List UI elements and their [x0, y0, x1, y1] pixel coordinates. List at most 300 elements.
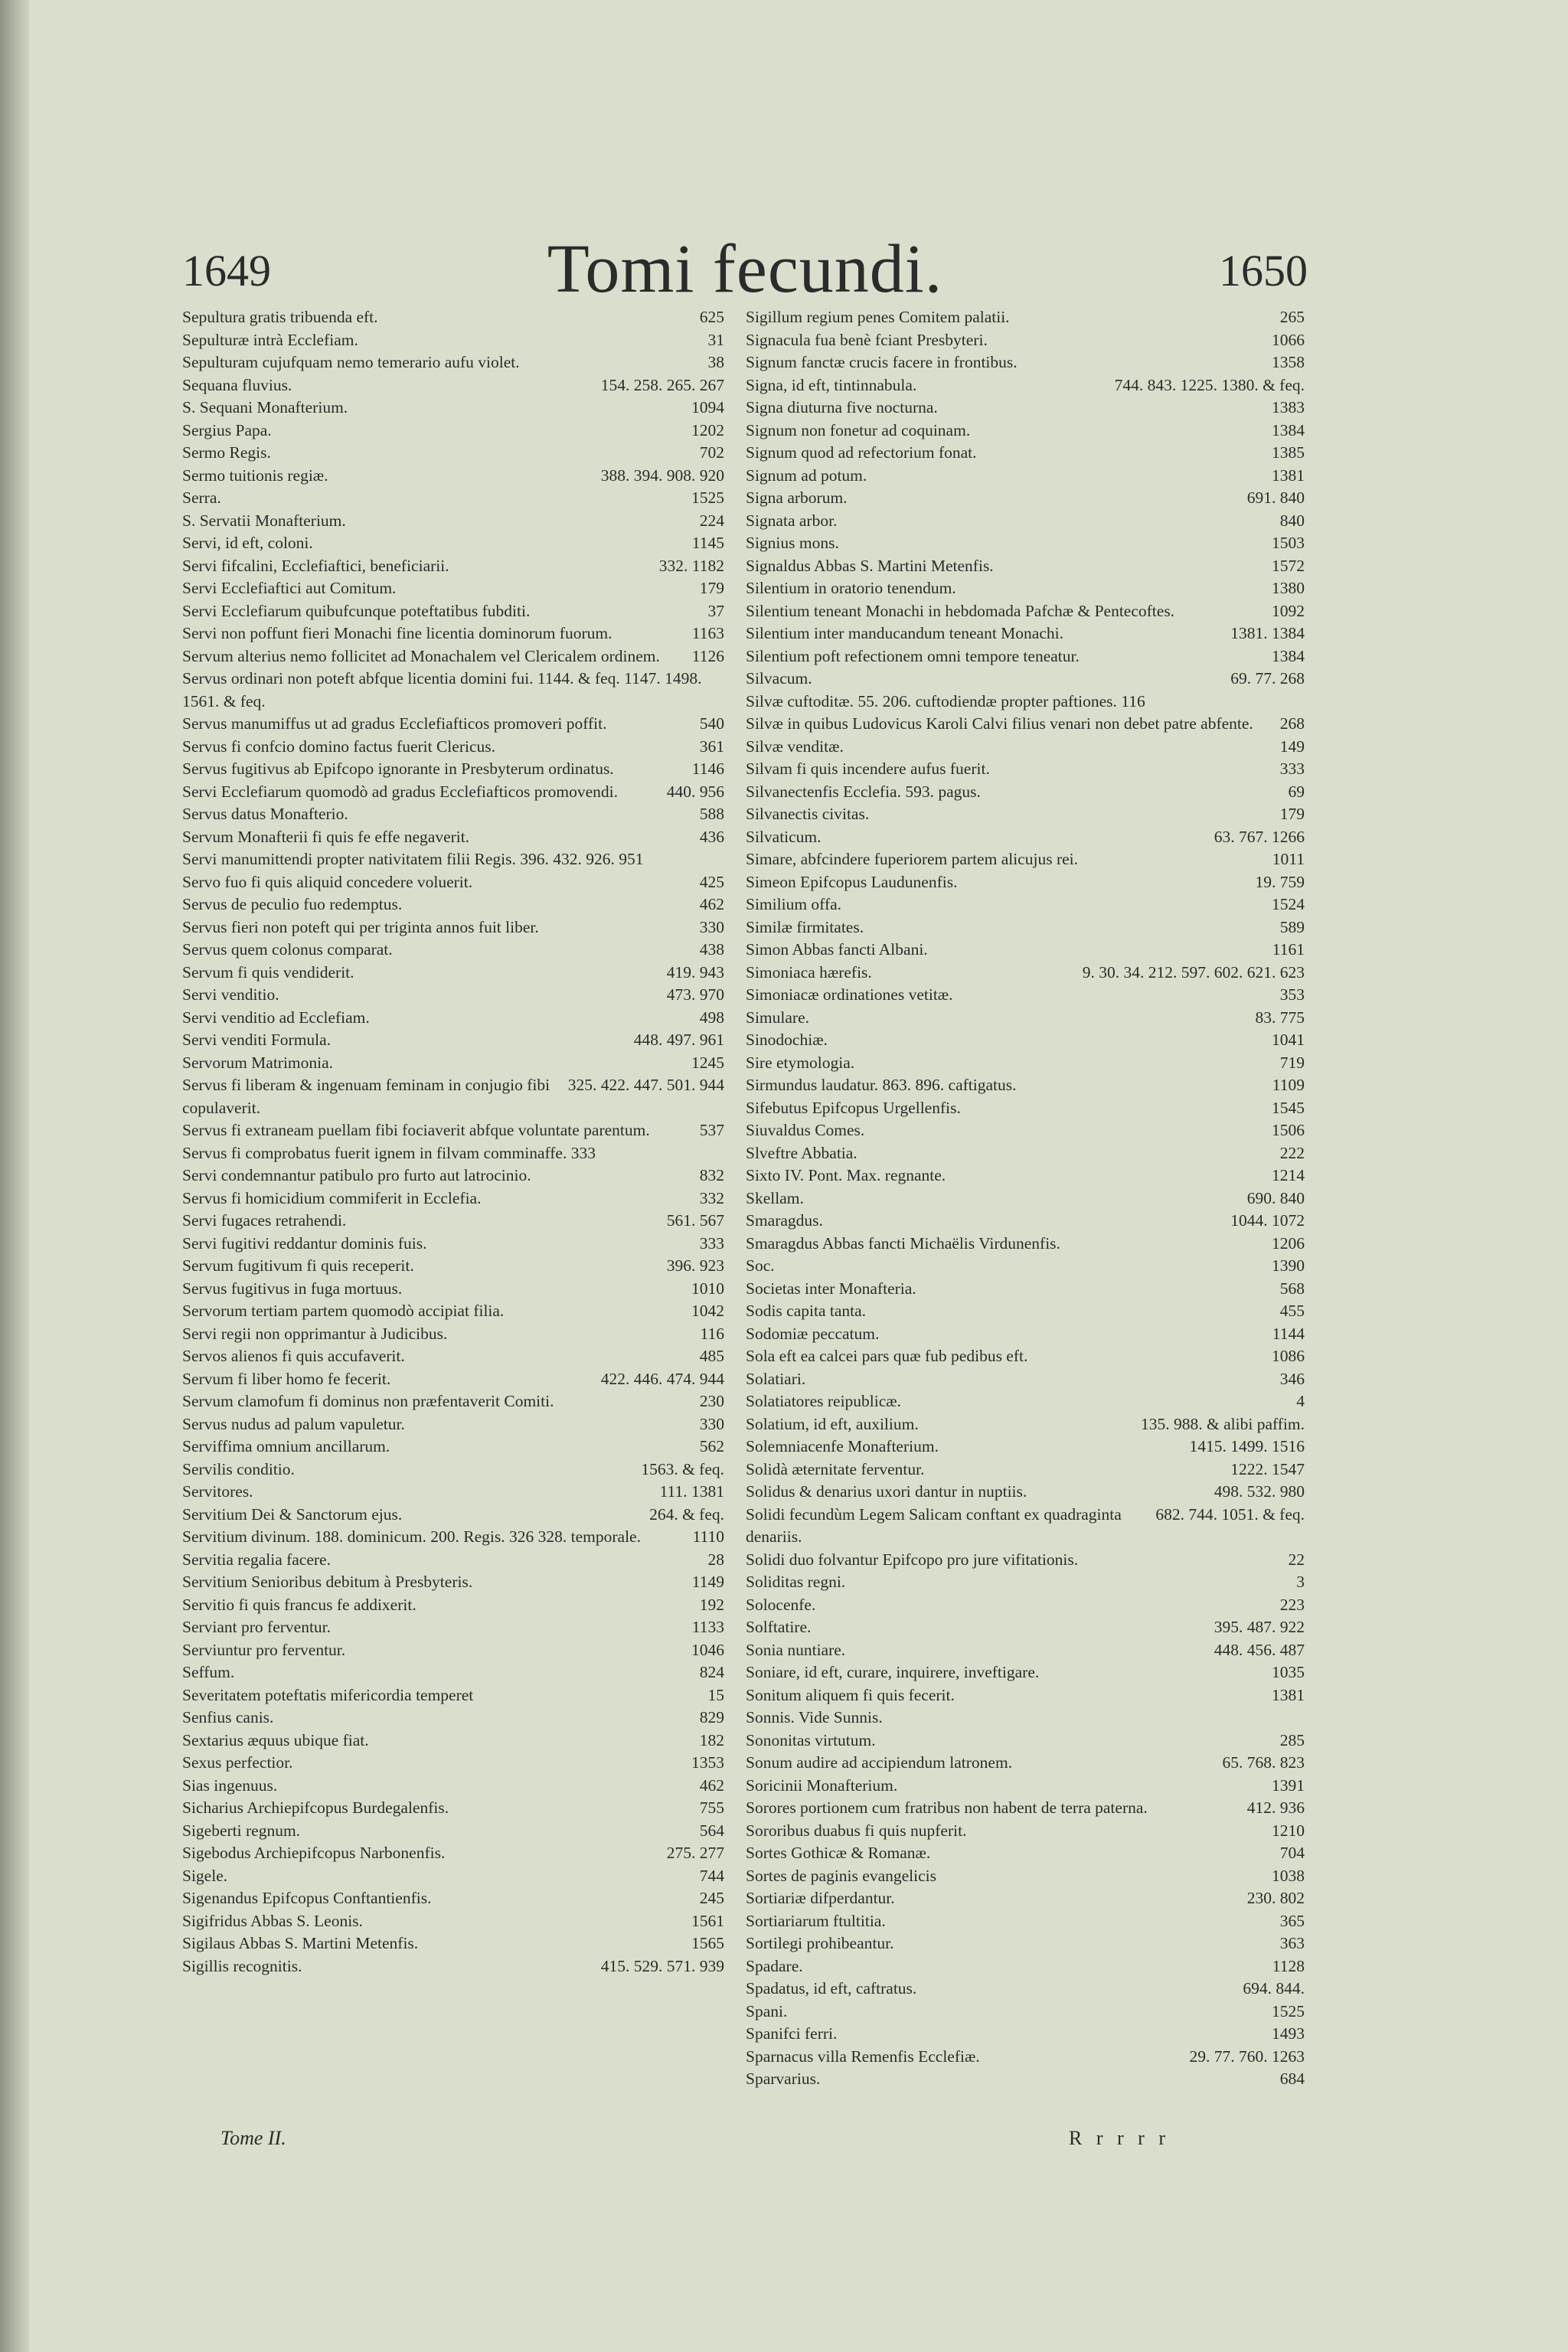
index-entry — [746, 1459, 1305, 1481]
index-entry-pages: 1145 — [691, 534, 724, 552]
index-entry-pages: 419. 943 — [666, 962, 724, 982]
index-entry-text: Sononitas virtutum. — [746, 1730, 876, 1749]
index-entry-pages: 755 — [699, 1798, 724, 1817]
index-entry-pages: 332 — [699, 1188, 724, 1207]
index-entry-pages: 179 — [1279, 805, 1305, 823]
index-entry-text: Sinodochiæ. — [746, 1031, 828, 1049]
index-entry — [746, 984, 1305, 1007]
index-entry-text: Sifebutus Epifcopus Urgellenfis. — [746, 1098, 961, 1117]
index-entry — [182, 984, 724, 1007]
index-entry-pages: 230. 802 — [1246, 1889, 1305, 1907]
index-entry-pages: 1109 — [1272, 1076, 1305, 1094]
right-index-column — [746, 306, 1305, 2091]
index-entry — [746, 1820, 1305, 1843]
index-entry-text: Sodis capita tanta. — [746, 1302, 867, 1320]
page-header — [182, 230, 1308, 306]
index-entry — [182, 1007, 724, 1030]
index-entry — [182, 781, 724, 804]
index-entry — [746, 1481, 1305, 1504]
index-entry-text: Signum ad potum. — [746, 466, 867, 485]
index-entry-text: Servi fugaces retrahendi. — [182, 1211, 347, 1230]
index-entry — [746, 351, 1305, 374]
index-entry — [182, 1300, 724, 1323]
index-entry — [746, 1661, 1305, 1684]
index-entry-text: Smaragdus Abbas fancti Michaëlis Virdunenfis. — [746, 1233, 1060, 1253]
index-entry-pages: 395. 487. 922 — [1214, 1618, 1305, 1636]
index-entry-text: Skellam. — [746, 1188, 804, 1207]
index-entry-text: Sortes Gothicæ & Romanæ. — [746, 1844, 931, 1862]
index-entry — [182, 1142, 724, 1165]
index-entry-pages: 330 — [699, 917, 724, 936]
index-entry-pages: 346 — [1279, 1369, 1305, 1388]
index-entry-text: Servitium divinum. 188. dominicum. 200. Regis. 326 328. temporale. — [182, 1527, 641, 1546]
index-entry — [182, 1233, 724, 1256]
index-entry-pages: 1110 — [692, 1527, 724, 1546]
index-entry — [182, 1842, 724, 1865]
index-entry — [746, 781, 1305, 804]
index-entry-text: Servi fugitivi reddantur dominis fuis. — [182, 1233, 427, 1253]
index-entry-text: Sonitum aliquem fi quis fecerit. — [746, 1685, 955, 1704]
index-entry-pages: 1035 — [1272, 1663, 1305, 1681]
index-entry-pages: 22 — [1288, 1550, 1305, 1569]
index-entry-text: Signa diuturna five nocturna. — [746, 398, 938, 416]
index-entry — [182, 1210, 724, 1233]
index-entry — [182, 1504, 724, 1527]
index-entry-text: Sigillis recognitis. — [182, 1956, 302, 1975]
index-entry — [182, 1661, 724, 1684]
index-entry — [746, 577, 1305, 600]
index-entry-pages: 1010 — [691, 1279, 724, 1298]
left-index-column — [182, 306, 724, 1978]
index-entry — [182, 1368, 724, 1391]
index-entry-pages: 1206 — [1272, 1233, 1305, 1253]
index-entry-text: Solidus & denarius uxori dantur in nuptiis. — [746, 1482, 1027, 1501]
index-entry — [746, 1955, 1305, 1978]
index-entry-text: Sonia nuntiare. — [746, 1640, 846, 1659]
index-entry — [746, 622, 1305, 645]
index-entry-text: Sigifridus Abbas S. Leonis. — [182, 1911, 363, 1930]
index-entry-text: Similæ firmitates. — [746, 917, 864, 936]
index-entry-text: Serviuntur pro ferventur. — [182, 1640, 346, 1659]
index-entry — [746, 1752, 1305, 1775]
index-entry — [746, 1978, 1305, 2001]
index-entry-pages: 1525 — [691, 488, 724, 507]
index-entry-pages: 1493 — [1272, 2024, 1305, 2043]
index-entry-text: Servitores. — [182, 1482, 253, 1501]
index-entry-pages: 325. 422. 447. 501. 944 — [567, 1076, 724, 1094]
index-entry-pages: 1149 — [691, 1573, 724, 1591]
index-entry-pages: 31 — [707, 330, 724, 349]
index-entry-pages: 1126 — [691, 646, 724, 665]
index-entry — [746, 736, 1305, 759]
signature-mark: R r r r r — [1069, 2127, 1170, 2149]
index-entry-pages: 498. 532. 980 — [1214, 1482, 1305, 1501]
index-entry — [182, 1390, 724, 1413]
index-entry-pages: 4 — [1296, 1392, 1305, 1410]
index-entry-pages: 65. 768. 823 — [1222, 1753, 1305, 1772]
index-entry-pages: 1390 — [1272, 1256, 1305, 1275]
index-entry-text: Signa arborum. — [746, 488, 848, 507]
index-entry-text: Sparnacus villa Remenfis Ecclefiæ. — [746, 2047, 980, 2066]
index-entry — [746, 1865, 1305, 1888]
index-entry — [746, 893, 1305, 916]
index-entry-pages: 388. 394. 908. 920 — [600, 466, 724, 485]
index-entry-text: Signum quod ad refectorium fonat. — [746, 443, 977, 462]
index-entry-text: Servus fi confcio domino factus fuerit Clericus. — [182, 737, 495, 756]
index-entry-pages: 1384 — [1272, 646, 1305, 665]
index-entry-text: Sortilegi prohibeantur. — [746, 1934, 894, 1952]
index-entry-pages: 704 — [1279, 1844, 1305, 1862]
index-entry-pages: 1038 — [1272, 1866, 1305, 1885]
index-entry-pages: 63. 767. 1266 — [1214, 827, 1305, 846]
index-entry-pages: 365 — [1279, 1911, 1305, 1930]
index-entry-text: Sepulturæ intrà Ecclefiam. — [182, 330, 358, 349]
page-title: Tomi fecundi. — [547, 231, 943, 307]
index-entry-text: Servus fi comprobatus fuerit ignem in filvam comminaffe. 333 — [182, 1143, 596, 1162]
index-entry — [182, 803, 724, 826]
index-entry-text: Sexus perfectior. — [182, 1753, 293, 1772]
index-entry-text: Simoniacæ ordinationes vetitæ. — [746, 985, 953, 1004]
index-entry — [746, 555, 1305, 578]
index-entry — [746, 1571, 1305, 1594]
index-entry-text: Sias ingenuus. — [182, 1775, 278, 1795]
index-entry-text: Spanifci ferri. — [746, 2024, 838, 2043]
index-entry-pages: 1385 — [1272, 443, 1305, 462]
index-entry — [746, 826, 1305, 849]
right-page-number: 1650 — [1219, 246, 1308, 296]
index-entry-text: Sepulturam cujufquam nemo temerario aufu violet. — [182, 353, 520, 371]
index-entry-text: Serviffima omnium ancillarum. — [182, 1437, 390, 1455]
index-entry-pages: 69 — [1288, 782, 1305, 801]
index-entry-pages: 223 — [1279, 1595, 1305, 1614]
index-entry-pages: 1381 — [1272, 1685, 1305, 1704]
index-entry — [746, 1029, 1305, 1052]
index-entry-text: Servorum tertiam partem quomodò accipiat filia. — [182, 1302, 505, 1320]
index-entry-pages: 1525 — [1272, 2001, 1305, 2020]
index-entry-pages: 485 — [699, 1347, 724, 1365]
index-entry-pages: 1066 — [1272, 330, 1305, 349]
index-entry — [182, 487, 724, 510]
index-entry-text: Servus de peculio fuo redemptus. — [182, 895, 403, 913]
index-entry-pages: 1380 — [1272, 579, 1305, 597]
index-entry — [182, 1639, 724, 1662]
index-entry-text: Silvaticum. — [746, 827, 822, 846]
index-entry-pages: 744 — [699, 1866, 724, 1885]
index-entry-pages: 744. 843. 1225. 1380. & feq. — [1114, 375, 1305, 394]
index-entry — [746, 1932, 1305, 1955]
index-entry-text: Sermo Regis. — [182, 443, 271, 462]
index-entry-text: Servi Ecclefiarum quomodò ad gradus Ecclefiafticos promovendi. — [182, 782, 618, 801]
index-entry — [182, 306, 724, 329]
index-entry-pages: 1202 — [691, 420, 724, 439]
index-entry-text: Servi Ecclefiarum quibufcunque poteftatibus fubditi. — [182, 601, 531, 620]
index-entry-text: Sonum audire ad accipiendum latronem. — [746, 1753, 1013, 1772]
index-entry-pages: 9. 30. 34. 212. 597. 602. 621. 623 — [1082, 962, 1305, 982]
index-entry-pages: 1133 — [691, 1618, 724, 1636]
index-entry-pages: 540 — [699, 714, 724, 733]
index-entry-text: Sparvarius. — [746, 2069, 821, 2088]
index-entry-pages: 1565 — [691, 1934, 724, 1952]
index-entry — [182, 1955, 724, 1978]
index-entry-text: Soniare, id eft, curare, inquirere, inveftigare. — [746, 1663, 1040, 1681]
index-entry-pages: 824 — [699, 1663, 724, 1681]
index-entry-text: Solatiatores reipublicæ. — [746, 1392, 902, 1410]
index-entry — [182, 532, 724, 555]
index-entry — [182, 1910, 724, 1933]
index-entry-pages: 1381 — [1272, 466, 1305, 485]
index-entry — [182, 1571, 724, 1594]
index-entry — [182, 1707, 724, 1730]
index-entry — [182, 351, 724, 374]
index-entry-text: Sororibus duabus fi quis nupferit. — [746, 1821, 967, 1840]
index-entry-text: Sortiariæ difperdantur. — [746, 1889, 895, 1907]
index-entry — [182, 1255, 724, 1278]
index-entry-pages: 1128 — [1272, 1956, 1305, 1975]
index-entry — [746, 1775, 1305, 1798]
index-entry-text: Sepultura gratis tribuenda eft. — [182, 308, 378, 326]
index-entry-text: Servus datus Monafterio. — [182, 805, 348, 823]
index-entry-pages: 448. 456. 487 — [1214, 1640, 1305, 1659]
index-entry — [182, 871, 724, 894]
index-entry-pages: 1011 — [1272, 850, 1305, 868]
index-entry — [182, 1165, 724, 1187]
index-entry — [182, 1278, 724, 1301]
index-entry-text: Sequana fluvius. — [182, 375, 292, 394]
index-entry — [746, 2068, 1305, 2091]
index-entry-text: Servi non poffunt fieri Monachi fine licentia dominorum fuorum. — [182, 624, 612, 642]
index-entry — [746, 510, 1305, 533]
index-entry-pages: 462 — [699, 895, 724, 913]
index-entry-text: Silvacum. — [746, 669, 812, 688]
index-entry-pages: 3 — [1296, 1573, 1305, 1591]
index-entry-pages: 1358 — [1272, 353, 1305, 371]
index-entry — [746, 1910, 1305, 1933]
index-entry — [746, 329, 1305, 352]
index-entry — [182, 555, 724, 578]
index-entry — [746, 1142, 1305, 1165]
index-entry-pages: 83. 775 — [1255, 1008, 1305, 1027]
index-entry — [182, 465, 724, 488]
index-entry — [182, 577, 724, 600]
index-entry-text: Servus quem colonus comparat. — [182, 940, 393, 959]
index-entry-pages: 829 — [699, 1708, 724, 1726]
index-entry — [746, 939, 1305, 962]
index-entry-text: Servum Monafterii fi quis fe effe negaverit. — [182, 827, 470, 846]
index-entry — [182, 1887, 724, 1910]
index-entry-pages: 1144 — [1272, 1324, 1305, 1343]
index-entry — [746, 871, 1305, 894]
index-entry-pages: 333 — [1279, 760, 1305, 778]
index-entry-pages: 719 — [1279, 1053, 1305, 1072]
index-entry — [182, 668, 724, 713]
index-entry-text: Servus fugitivus ab Epifcopo ignorante in Presbyterum ordinatus. — [182, 760, 614, 778]
index-entry-text: Servo fuo fi quis aliquid concedere voluerit. — [182, 872, 473, 891]
index-entry — [182, 1413, 724, 1436]
index-entry — [182, 1187, 724, 1210]
index-entry-text: Servi manumittendi propter nativitatem filii Regis. 396. 432. 926. 951 — [182, 850, 644, 868]
index-entry-text: Servi venditi Formula. — [182, 1031, 332, 1049]
index-entry-text: Signa, id eft, tintinnabula. — [746, 375, 917, 394]
book-binding-edge — [0, 0, 29, 2352]
index-entry-text: Sigebodus Archiepifcopus Narbonenfis. — [182, 1844, 446, 1862]
index-entry-text: Silentium inter manducandum teneant Monachi. — [746, 624, 1063, 642]
index-entry-pages: 1381. 1384 — [1230, 624, 1305, 642]
index-entry-text: Signaldus Abbas S. Martini Metenfis. — [746, 556, 994, 575]
index-entry-pages: 1161 — [1272, 940, 1305, 959]
index-entry-pages: 412. 936 — [1246, 1798, 1305, 1817]
index-page — [29, 0, 1568, 2352]
index-entry — [746, 1413, 1305, 1436]
index-entry — [182, 1549, 724, 1572]
index-entry-text: Sonnis. Vide Sunnis. — [746, 1708, 883, 1726]
index-entry-pages: 361 — [699, 737, 724, 756]
index-entry — [746, 1504, 1305, 1549]
index-entry-pages: 588 — [699, 805, 724, 823]
index-entry — [746, 2001, 1305, 2024]
index-entry — [182, 1436, 724, 1459]
index-entry — [746, 1074, 1305, 1097]
index-entry-pages: 285 — [1279, 1730, 1305, 1749]
index-entry — [182, 622, 724, 645]
index-entry-text: Servum fugitivum fi quis receperit. — [182, 1256, 414, 1275]
index-entry-text: Severitatem poteftatis mifericordia temperet — [182, 1685, 474, 1704]
index-entry-pages: 28 — [707, 1550, 724, 1569]
index-entry-text: Servorum Matrimonia. — [182, 1053, 334, 1072]
index-entry-text: Servus fugitivus in fuga mortuus. — [182, 1279, 403, 1298]
index-entry-pages: 498 — [699, 1008, 724, 1027]
index-entry-text: Sortiariarum ftultitia. — [746, 1911, 886, 1930]
index-entry — [746, 1210, 1305, 1233]
index-entry-pages: 1046 — [691, 1640, 724, 1659]
index-entry — [182, 1074, 724, 1119]
index-entry — [746, 1300, 1305, 1323]
index-entry — [746, 1187, 1305, 1210]
index-entry — [182, 1459, 724, 1481]
index-entry-pages: 1086 — [1272, 1347, 1305, 1365]
index-entry — [746, 1390, 1305, 1413]
index-entry — [182, 1323, 724, 1346]
index-entry-pages: 840 — [1279, 511, 1305, 530]
volume-label: Tome II. — [220, 2127, 286, 2149]
index-entry — [746, 1707, 1305, 1730]
index-entry-pages: 589 — [1279, 917, 1305, 936]
index-entry — [182, 916, 724, 939]
index-entry — [746, 1797, 1305, 1820]
index-entry-text: Silentium poft refectionem omni tempore teneatur. — [746, 646, 1080, 665]
index-entry-text: Sigele. — [182, 1866, 228, 1885]
index-entry-text: Soliditas regni. — [746, 1573, 846, 1591]
index-entry-text: Solocenfe. — [746, 1595, 816, 1614]
index-entry-pages: 333 — [699, 1233, 724, 1253]
index-entry-pages: 1561 — [691, 1911, 724, 1930]
index-entry-text: S. Sequani Monafterium. — [182, 398, 348, 416]
index-entry-text: Servi condemnantur patibulo pro furto aut latrocinio. — [182, 1166, 531, 1184]
index-entry-text: Servi, id eft, coloni. — [182, 534, 313, 552]
index-entry-pages: 625 — [699, 308, 724, 326]
index-entry-text: Signum fanctæ crucis facere in frontibus. — [746, 353, 1018, 371]
index-entry-pages: 29. 77. 760. 1263 — [1189, 2047, 1305, 2066]
index-entry-text: Simon Abbas fancti Albani. — [746, 940, 928, 959]
index-entry-pages: 694. 844. — [1243, 1979, 1305, 1998]
index-entry — [182, 1752, 724, 1775]
index-entry — [746, 668, 1305, 691]
index-entry-text: Silvæ cuftoditæ. 55. 206. cuftodiendæ propter paftiones. 116 — [746, 691, 1145, 710]
index-entry — [746, 1730, 1305, 1753]
index-entry-text: Servum fi quis vendiderit. — [182, 962, 354, 982]
index-entry-text: Servum fi liber homo fe fecerit. — [182, 1369, 391, 1388]
index-entry-text: Sigilaus Abbas S. Martini Metenfis. — [182, 1934, 419, 1952]
index-entry-pages: 691. 840 — [1246, 488, 1305, 507]
index-entry — [746, 645, 1305, 668]
index-entry — [746, 713, 1305, 736]
index-entry-pages: 1210 — [1272, 1821, 1305, 1840]
index-entry-text: Servi venditio. — [182, 985, 279, 1004]
index-entry-text: Signius mons. — [746, 534, 839, 552]
index-entry-text: Slveftre Abbatia. — [746, 1143, 858, 1162]
index-entry-pages: 455 — [1279, 1302, 1305, 1320]
index-entry-pages: 1391 — [1272, 1775, 1305, 1795]
index-entry — [746, 2046, 1305, 2069]
index-entry-text: Serviant pro ferventur. — [182, 1618, 332, 1636]
index-entry — [746, 1549, 1305, 1572]
index-entry — [182, 1797, 724, 1820]
index-entry-pages: 436 — [699, 827, 724, 846]
index-entry-text: Sortes de paginis evangelicis — [746, 1866, 936, 1885]
index-entry-text: Sorores portionem cum fratribus non habent de terra paterna. — [746, 1798, 1148, 1817]
index-entry-pages: 363 — [1279, 1934, 1305, 1952]
index-entry — [182, 600, 724, 623]
index-entry-pages: 1572 — [1272, 556, 1305, 575]
index-entry-text: Servitium Senioribus debitum à Presbyteris. — [182, 1573, 473, 1591]
index-entry — [182, 645, 724, 668]
index-entry — [182, 826, 724, 849]
index-entry-pages: 330 — [699, 1414, 724, 1433]
index-entry-pages: 182 — [699, 1730, 724, 1749]
index-entry-text: Siuvaldus Comes. — [746, 1121, 865, 1139]
index-entry-text: Sola eft ea calcei pars quæ fub pedibus eft. — [746, 1347, 1028, 1365]
index-entry — [746, 1007, 1305, 1030]
index-entry-text: Servus fi liberam & ingenuam feminam in conjugio fibi copulaverit. — [182, 1076, 550, 1117]
index-entry-text: S. Servatii Monafterium. — [182, 511, 346, 530]
index-entry — [182, 1865, 724, 1888]
index-entry — [746, 1278, 1305, 1301]
index-entry-text: Silentium teneant Monachi in hebdomada Pafchæ & Pentecoftes. — [746, 601, 1175, 620]
index-entry-text: Signacula fua benè fciant Presbyteri. — [746, 330, 988, 349]
index-entry-text: Smaragdus. — [746, 1211, 823, 1230]
index-entry-text: Silvanectis civitas. — [746, 805, 870, 823]
index-entry — [182, 420, 724, 443]
index-entry-text: Sergius Papa. — [182, 420, 272, 439]
index-entry — [746, 1345, 1305, 1368]
index-entry — [182, 848, 724, 871]
index-entry — [746, 1052, 1305, 1075]
index-entry-pages: 69. 77. 268 — [1230, 669, 1305, 688]
index-entry — [746, 1842, 1305, 1865]
index-entry-pages: 564 — [699, 1821, 724, 1840]
index-entry — [746, 374, 1305, 397]
index-entry-pages: 179 — [699, 579, 724, 597]
index-entry-text: Servus manumiffus ut ad gradus Ecclefiafticos promoveri poffit. — [182, 714, 607, 733]
index-entry-text: Servum alterius nemo follicitet ad Monachalem vel Clericalem ordinem. — [182, 646, 660, 665]
index-entry-text: Servus fi extraneam puellam fibi fociaverit abfque voluntate parentum. — [182, 1121, 650, 1139]
index-entry-text: Sextarius æquus ubique fiat. — [182, 1730, 369, 1749]
index-entry — [182, 1029, 724, 1052]
index-entry-text: Servi venditio ad Ecclefiam. — [182, 1008, 370, 1027]
index-entry-pages: 1042 — [691, 1302, 724, 1320]
index-entry-text: Silvam fi quis incendere aufus fuerit. — [746, 760, 990, 778]
index-entry-text: Simoniaca hærefis. — [746, 962, 872, 982]
index-entry — [182, 1526, 724, 1549]
